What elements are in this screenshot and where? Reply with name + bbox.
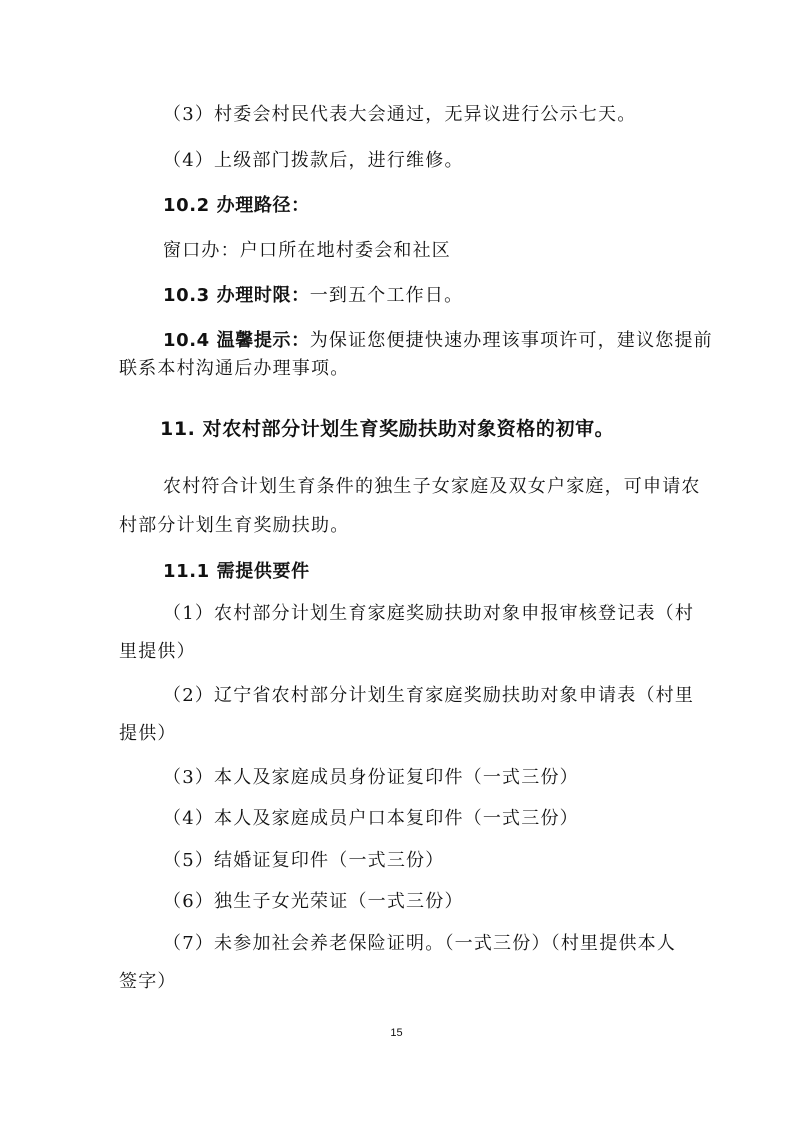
chapter-title: 11. 对农村部分计划生育奖励扶助对象资格的初审。: [160, 418, 615, 440]
list-item: （3）本人及家庭成员身份证复印件（一式三份）: [163, 767, 579, 788]
section-heading: 10.4 温馨提示：: [163, 330, 310, 351]
section-heading: 10.2 办理路径：: [163, 195, 310, 216]
paragraph: 窗口办：户口所在地村委会和社区: [163, 240, 451, 261]
list-item-cont: 里提供）: [119, 641, 196, 662]
tip-text: 为保证您便捷快速办理该事项许可，建议您提前: [309, 330, 713, 351]
paragraph: 农村符合计划生育条件的独生子女家庭及双女户家庭，可申请农: [163, 476, 701, 497]
list-item: （3）村委会村民代表大会通过，无异议进行公示七天。: [163, 104, 637, 125]
list-item: （2）辽宁省农村部分计划生育家庭奖励扶助对象申请表（村里: [163, 685, 695, 706]
paragraph: 村部分计划生育奖励扶助。: [119, 515, 350, 536]
tip-line: [163, 329, 713, 353]
list-item-cont: 提供）: [119, 723, 177, 744]
list-item: （4）本人及家庭成员户口本复印件（一式三份）: [163, 808, 579, 829]
list-item: （7）未参加社会养老保险证明。（一式三份）（村里提供本人: [163, 933, 677, 954]
page-number: 15: [390, 1027, 403, 1039]
list-item-cont: 签字）: [119, 971, 177, 992]
list-item: （5）结婚证复印件（一式三份）: [163, 850, 445, 871]
list-item: （6）独生子女光荣证（一式三份）: [163, 891, 464, 912]
list-item: （1）农村部分计划生育家庭奖励扶助对象申报审核登记表（村: [163, 603, 695, 624]
time-limit-value: 一到五个工作日。: [309, 285, 464, 306]
paragraph: 联系本村沟通后办理事项。: [119, 358, 350, 379]
section-heading: 11.1 需提供要件: [163, 561, 310, 582]
list-item: （4）上级部门拨款后，进行维修。: [163, 150, 464, 171]
section-heading: 10.3 办理时限：: [163, 285, 310, 306]
time-limit-line: [163, 284, 463, 308]
